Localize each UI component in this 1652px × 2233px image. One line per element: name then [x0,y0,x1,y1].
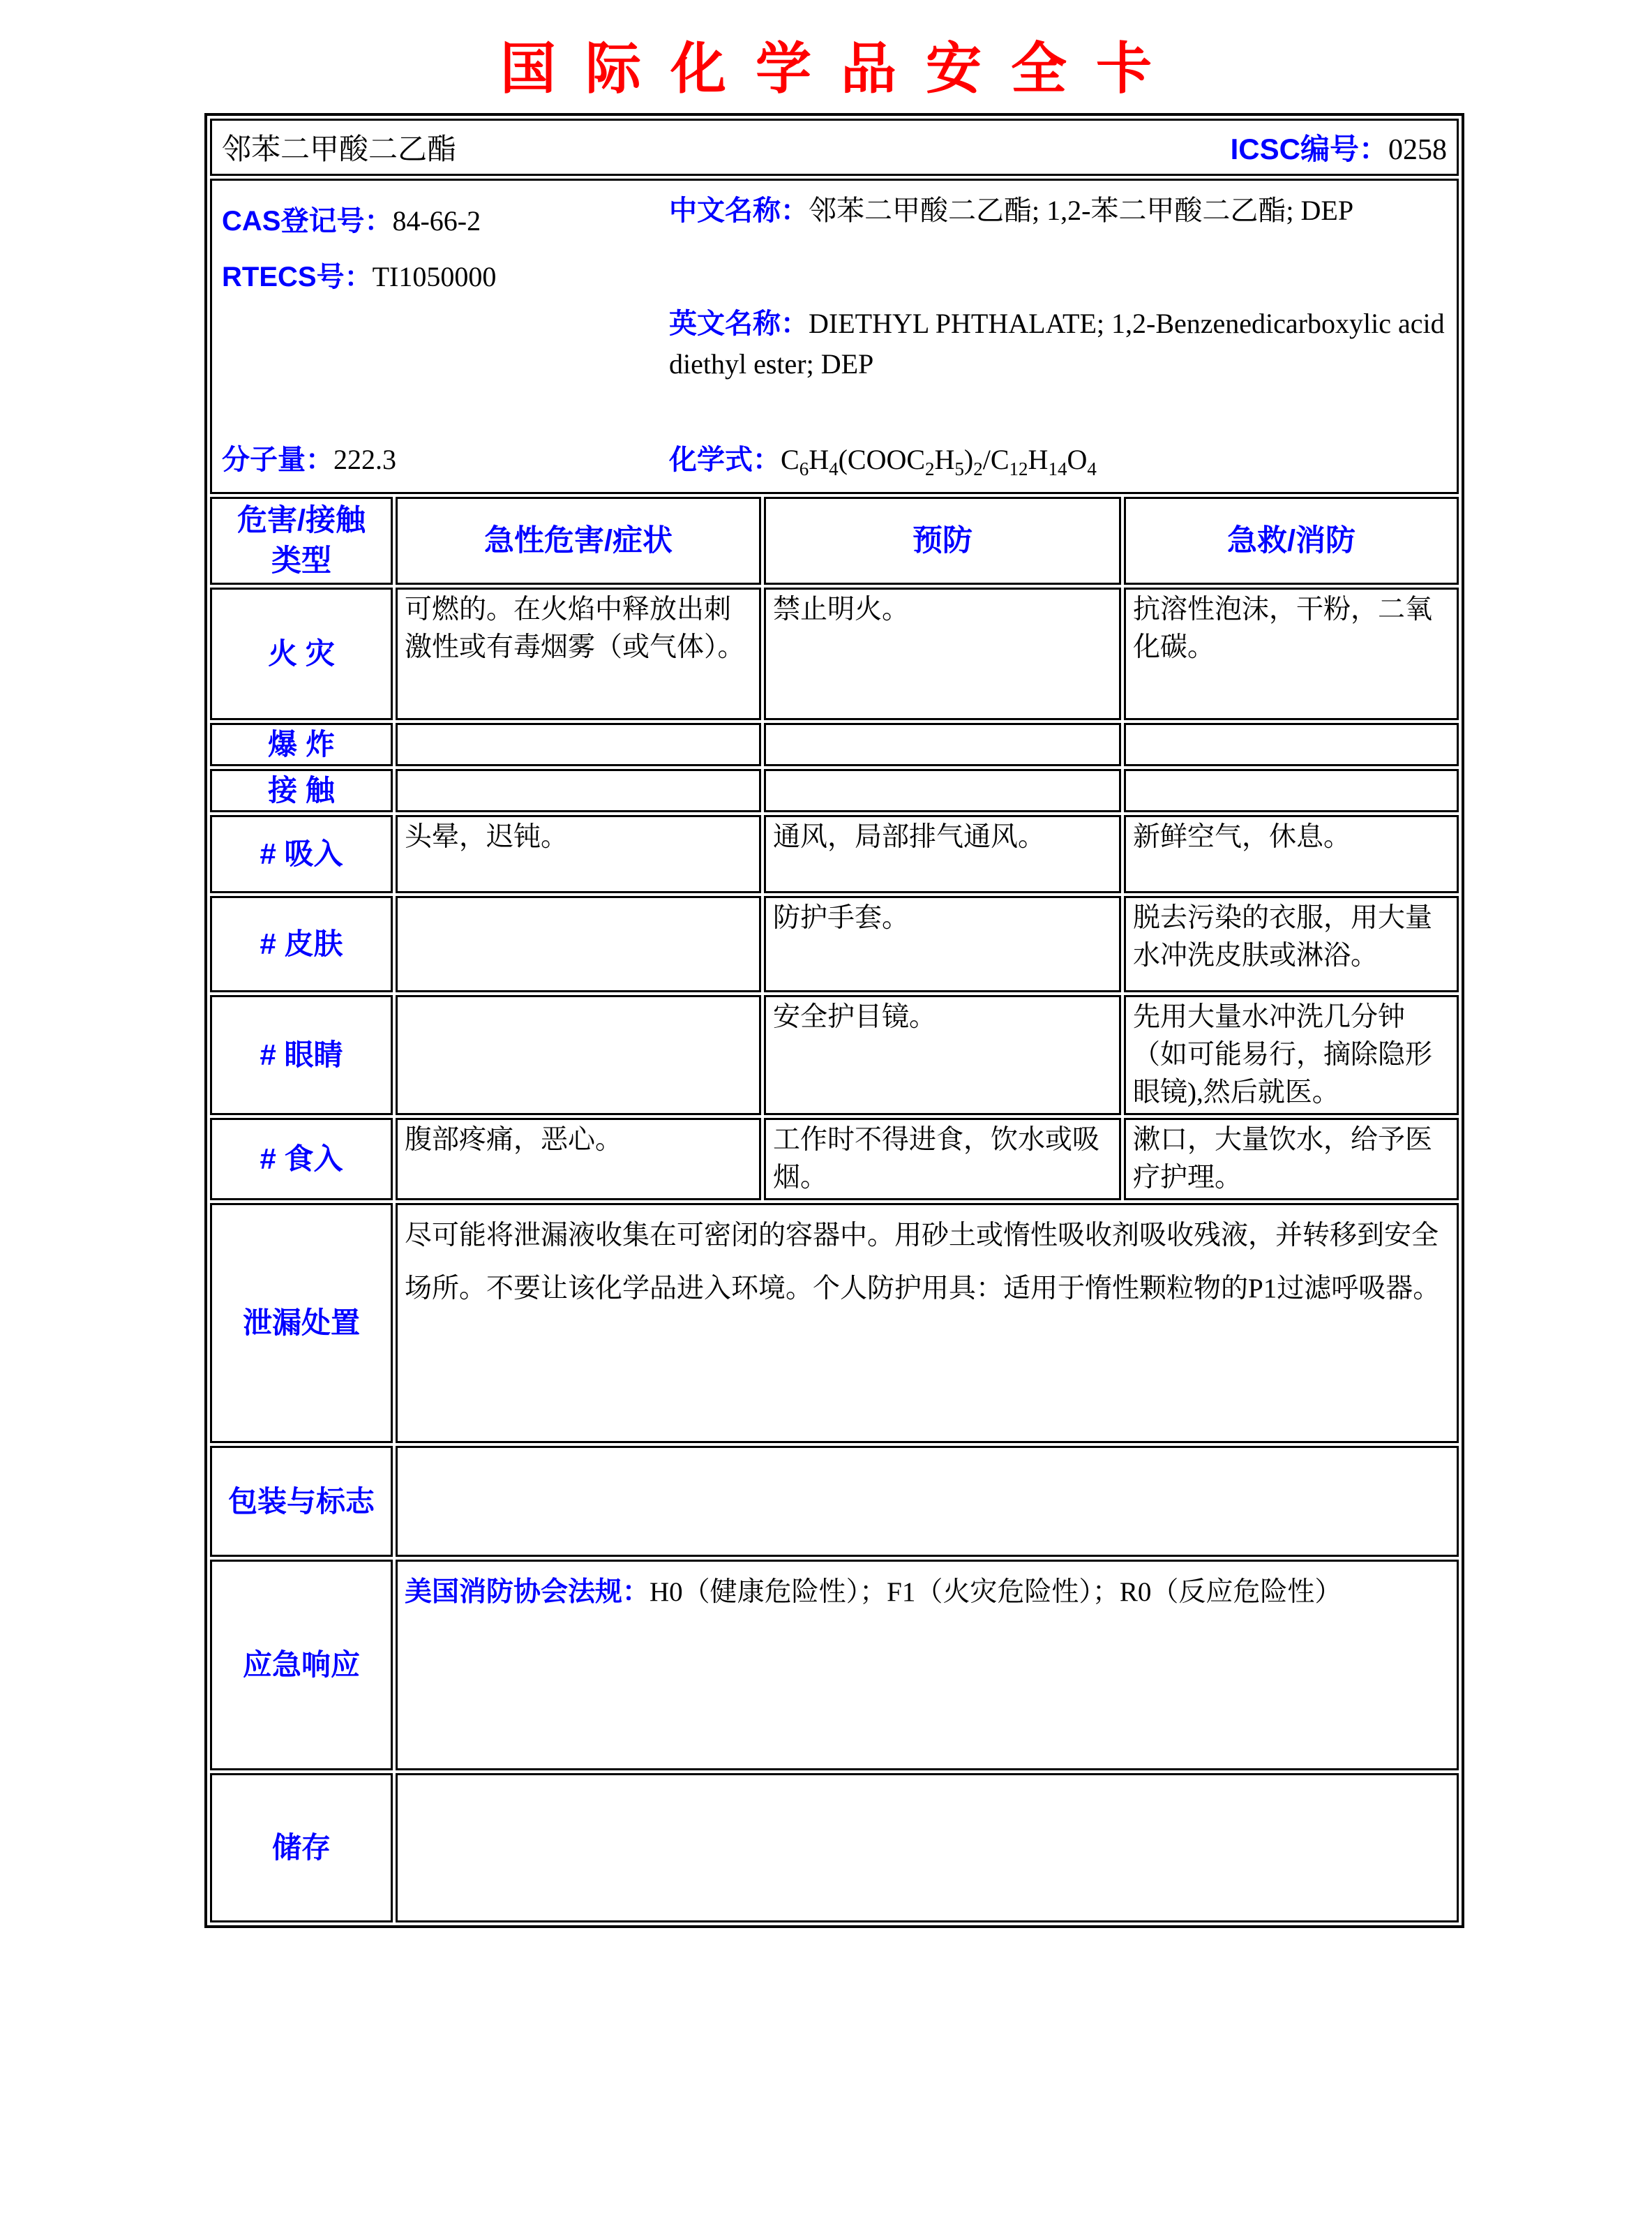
contact-first-aid-cell [1124,769,1459,812]
rtecs-value: TI1050000 [372,261,497,292]
cas-line [222,193,496,249]
fire-first-aid-cell: 抗溶性泡沫，干粉，二氧化碳。 [1124,588,1459,720]
column-header-symptoms: 急性危害/症状 [396,497,761,585]
explosion-prevention-cell [764,723,1121,766]
zh-name-value: 邻苯二甲酸二乙酯; 1,2-苯二甲酸二乙酯; DEP [809,195,1354,226]
molecular-weight-value: 222.3 [333,444,396,475]
icsc-number: 0258 [1388,134,1447,166]
contact-label: 接 触 [210,769,393,812]
section-emergency-response [210,1560,1459,1770]
ingestion-symptoms-cell: 腹部疼痛，恶心。 [396,1118,761,1200]
skin-symptoms-cell [396,896,761,992]
molecular-weight-label: 分子量： [222,445,333,475]
column-header-type [210,497,393,585]
registry-numbers [222,193,496,305]
row-ingestion [210,1118,1459,1200]
ingestion-label: # 食入 [210,1118,393,1200]
column-header-type-line2: 类型 [271,544,331,578]
nfpa-code-label: 美国消防协会法规： [405,1577,650,1607]
emergency-response-label: 应急响应 [210,1560,393,1770]
en-name-label: 英文名称： [669,308,809,339]
eyes-first-aid-cell: 先用大量水冲洗几分钟（如可能易行，摘除隐形眼镜),然后就医。 [1124,995,1459,1115]
chinese-name-block [669,191,1447,231]
skin-prevention-cell: 防护手套。 [764,896,1121,992]
section-spill-disposal [210,1203,1459,1443]
section-storage [210,1773,1459,1922]
fire-label: 火 灾 [210,588,393,720]
molecular-weight-group [222,444,396,475]
spill-disposal-text: 尽可能将泄漏液收集在可密闭的容器中。用砂土或惰性吸收剂吸收残液，并转移到安全场所。不要让该化学品进入环境。个人防护用具：适用于惰性颗粒物的P1过滤呼吸器。 [396,1203,1459,1443]
row-inhalation [210,815,1459,893]
contact-prevention-cell [764,769,1121,812]
icsc-label: ICSC编号： [1230,133,1388,165]
explosion-first-aid-cell [1124,723,1459,766]
row-eyes [210,995,1459,1115]
page-title: 国际化学品安全卡 [500,36,1181,101]
rtecs-label: RTECS号： [222,262,373,292]
skin-first-aid-cell: 脱去污染的衣服，用大量水冲洗皮肤或淋浴。 [1124,896,1459,992]
column-header-prevention: 预防 [764,497,1121,585]
en-name-value: DIETHYL PHTHALATE; 1,2-Benzenedicarboxylic acid diethyl ester; DEP [669,308,1445,380]
inhalation-prevention-cell: 通风，局部排气通风。 [764,815,1121,893]
identifiers-block [212,181,1457,492]
formula-group [669,438,1097,480]
spill-disposal-label: 泄漏处置 [210,1203,393,1443]
hazard-header-row [210,497,1459,585]
cas-label: CAS登记号： [222,206,393,237]
eyes-prevention-cell: 安全护目镜。 [764,995,1121,1115]
inhalation-label: # 吸入 [210,815,393,893]
row-explosion [210,723,1459,766]
nfpa-code-value: H0（健康危险性）；F1（火灾危险性）；R0（反应危险性） [649,1577,1342,1607]
fire-prevention-cell: 禁止明火。 [764,588,1121,720]
skin-label: # 皮肤 [210,896,393,992]
storage-text [396,1773,1459,1922]
rtecs-line [222,249,496,305]
mw-formula-row [222,438,1447,477]
inhalation-symptoms-cell: 头晕，迟钝。 [396,815,761,893]
row-fire [210,588,1459,720]
storage-label: 储存 [210,1773,393,1922]
eyes-symptoms-cell [396,995,761,1115]
row-skin [210,896,1459,992]
column-header-first-aid: 急救/消防 [1124,497,1459,585]
packaging-labelling-label: 包装与标志 [210,1446,393,1557]
formula-label: 化学式： [669,445,781,475]
cas-value: 84-66-2 [392,205,481,237]
zh-name-label: 中文名称： [669,195,809,226]
eyes-label: # 眼睛 [210,995,393,1115]
chemical-formula-value: $C_6H_4(COOC_2H_5)_2/C_{12}H_{14}O_4$ [781,444,1097,479]
section-packaging-labelling [210,1446,1459,1557]
fire-symptoms-cell: 可燃的。在火焰中释放出刺激性或有毒烟雾（或气体）。 [396,588,761,720]
english-name-block [669,304,1447,384]
icsc-number-group [1231,126,1447,168]
ingestion-prevention-cell: 工作时不得进食，饮水或吸烟。 [764,1118,1121,1200]
contact-symptoms-cell [396,769,761,812]
emergency-response-text [396,1560,1459,1770]
chemical-name: 邻苯二甲酸二乙酯 [222,134,457,166]
ingestion-first-aid-cell: 漱口，大量饮水，给予医疗护理。 [1124,1118,1459,1200]
packaging-labelling-text [396,1446,1459,1557]
row-contact [210,769,1459,812]
column-header-type-line1: 危害/接触 [237,504,366,537]
inhalation-first-aid-cell: 新鲜空气，休息。 [1124,815,1459,893]
explosion-label: 爆 炸 [210,723,393,766]
card-header-row [210,119,1459,176]
explosion-symptoms-cell [396,723,761,766]
identifiers-row [210,179,1459,494]
safety-card-table [204,113,1464,1928]
